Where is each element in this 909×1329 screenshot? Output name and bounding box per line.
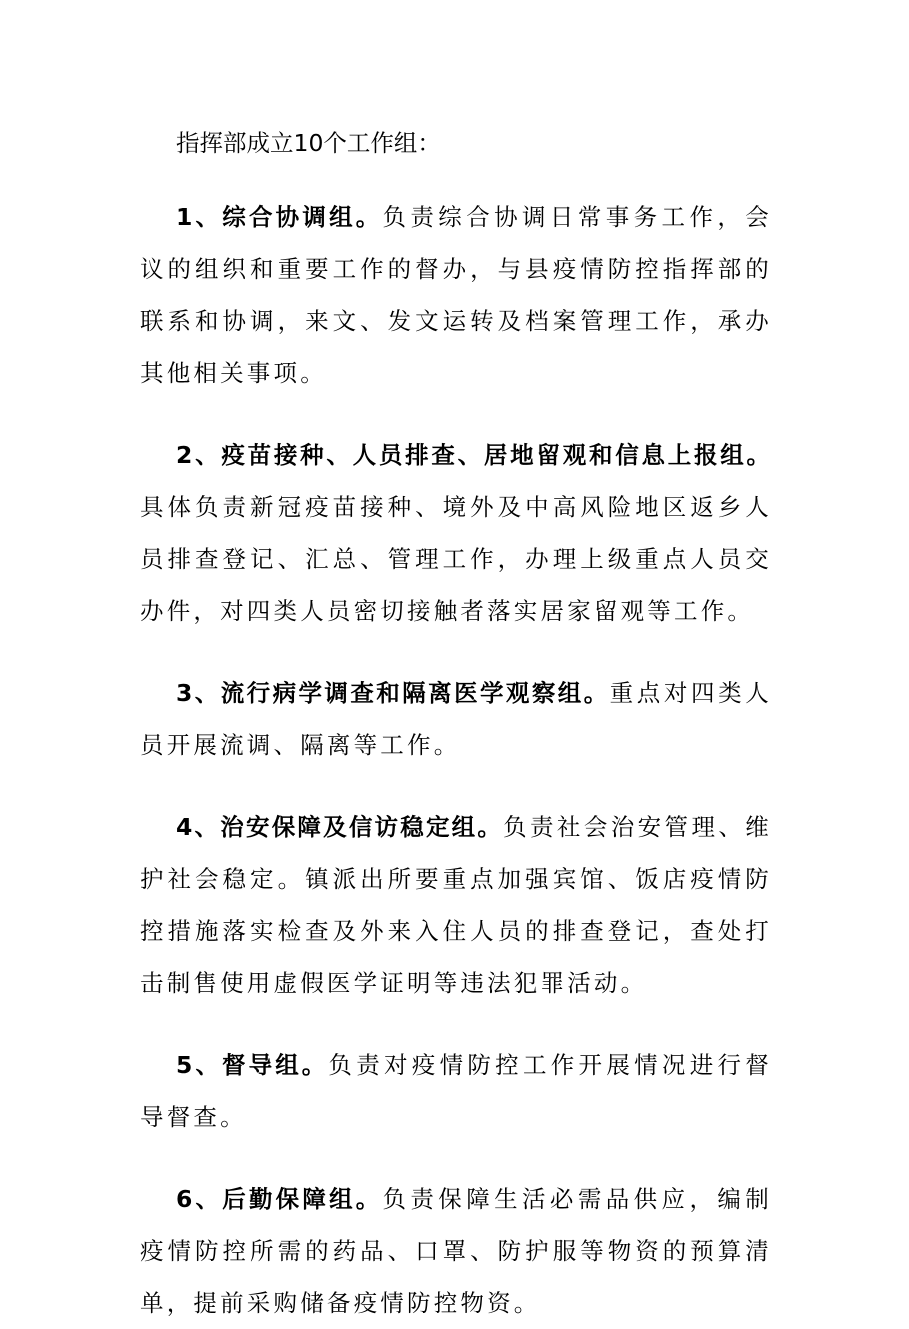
intro-paragraph: 指挥部成立10个工作组： bbox=[176, 129, 441, 157]
section-paragraph bbox=[140, 667, 772, 771]
section-title: 2、疫苗接种、人员排查、居地留观和信息上报组。 bbox=[176, 441, 772, 469]
section-paragraph bbox=[140, 191, 772, 399]
section-body: 负责保障生活必需品供应，编制疫情防控所需的药品、口罩、防护服等物资的预算清单，提前采购储备疫情防控物资。 bbox=[140, 1185, 772, 1317]
section-paragraph bbox=[140, 429, 772, 637]
section-paragraph bbox=[140, 1039, 772, 1143]
section-paragraph bbox=[140, 801, 772, 1009]
document-body bbox=[140, 125, 772, 1329]
section-paragraph bbox=[140, 1173, 772, 1329]
section-body: 具体负责新冠疫苗接种、境外及中高风险地区返乡人员排查登记、汇总、管理工作，办理上级重点人员交办件，对四类人员密切接触者落实居家留观等工作。 bbox=[140, 493, 772, 625]
section-body: 负责综合协调日常事务工作，会议的组织和重要工作的督办，与县疫情防控指挥部的联系和协调，来文、发文运转及档案管理工作，承办其他相关事项。 bbox=[140, 203, 772, 387]
section-title: 3、流行病学调查和隔离医学观察组。 bbox=[176, 679, 610, 707]
section-body: 重点对四类人员开展流调、隔离等工作。 bbox=[140, 679, 773, 759]
section-title: 4、治安保障及信访稳定组。 bbox=[176, 813, 504, 841]
section-title: 1、综合协调组。 bbox=[176, 203, 383, 231]
section-body: 负责对疫情防控工作开展情况进行督导督查。 bbox=[140, 1051, 772, 1131]
section-title: 5、督导组。 bbox=[176, 1051, 329, 1079]
section-body: 负责社会治安管理、维护社会稳定。镇派出所要重点加强宾馆、饭店疫情防控措施落实检查及外来入住人员的排查登记，查处打击制售使用虚假医学证明等违法犯罪活动。 bbox=[140, 813, 772, 997]
section-title: 6、后勤保障组。 bbox=[176, 1185, 383, 1213]
